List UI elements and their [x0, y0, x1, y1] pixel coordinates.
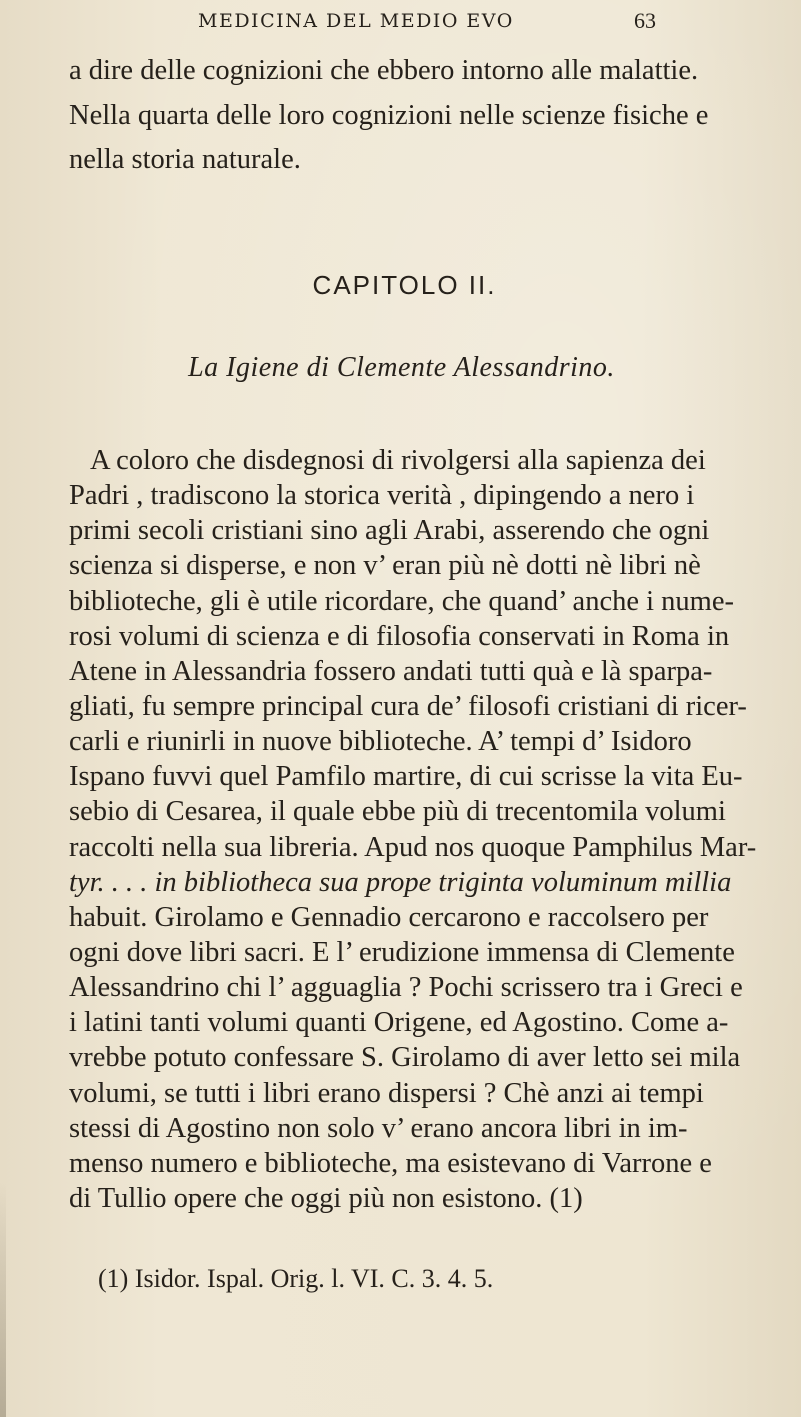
- text-line: volumi, se tutti i libri erano dispersi ? Chè anzi ai tempi: [69, 1078, 704, 1109]
- text-line: gliati, fu sempre principal cura de’ filosofi cristiani di ricer-: [69, 691, 747, 722]
- text-line: sebio di Cesarea, il quale ebbe più di trecentomila volumi: [69, 796, 726, 827]
- text-line: stessi di Agostino non solo v’ erano ancora libri in im-: [69, 1113, 688, 1144]
- text-line: vrebbe potuto confessare S. Girolamo di aver letto sei mila: [69, 1042, 741, 1073]
- text-line: carli e riunirli in nuove biblioteche. A’ tempi d’ Isidoro: [69, 726, 692, 757]
- chapter-title: CAPITOLO II.: [312, 270, 497, 300]
- text-line: nella storia naturale.: [69, 144, 301, 175]
- text-line: biblioteche, gli è utile ricordare, che quand’ anche i nume-: [69, 586, 734, 617]
- text-line: Padri , tradiscono la storica verità , dipingendo a nero i: [69, 480, 695, 511]
- page-number: 63: [634, 8, 656, 33]
- text-line: Nella quarta delle loro cognizioni nelle scienze fisiche e: [69, 100, 709, 131]
- text-line-italic: tyr. . . . in bibliotheca sua prope triginta voluminum millia: [69, 867, 732, 898]
- text-line: A coloro che disdegnosi di rivolgersi alla sapienza dei: [90, 445, 706, 476]
- text-line: ogni dove libri sacri. E l’ erudizione immensa di Clemente: [69, 937, 735, 968]
- text-line: i latini tanti volumi quanti Origene, ed Agostino. Come a-: [69, 1007, 729, 1038]
- text-line: a dire delle cognizioni che ebbero intorno alle malattie.: [69, 55, 699, 86]
- text-line: rosi volumi di scienza e di filosofia conservati in Roma in: [69, 621, 730, 652]
- running-head: MEDICINA DEL MEDIO EVO: [198, 10, 514, 32]
- text-line: scienza si disperse, e non v’ eran più nè dotti nè libri nè: [69, 550, 701, 581]
- text-line: Alessandrino chi l’ agguaglia ? Pochi scrissero tra i Greci e: [69, 972, 743, 1003]
- text-line: habuit. Girolamo e Gennadio cercarono e raccolsero per: [69, 902, 709, 933]
- text-line: primi secoli cristiani sino agli Arabi, asserendo che ogni: [69, 515, 710, 546]
- chapter-subtitle: La Igiene di Clemente Alessandrino.: [188, 352, 615, 383]
- page-header: [198, 6, 656, 40]
- text-line: di Tullio opere che oggi più non esistono. (1): [69, 1183, 583, 1214]
- text-line: Ispano fuvvi quel Pamfilo martire, di cui scrisse la vita Eu-: [69, 761, 743, 792]
- text-line: raccolti nella sua libreria. Apud nos quoque Pamphilus Mar-: [69, 832, 757, 863]
- page-edge-shadow: [0, 1180, 6, 1417]
- text-line: Atene in Alessandria fossero andati tutti quà e là sparpa-: [69, 656, 713, 687]
- footnote: (1) Isidor. Ispal. Orig. l. VI. C. 3. 4. 5.: [98, 1264, 494, 1293]
- text-line: menso numero e biblioteche, ma esistevano di Varrone e: [69, 1148, 712, 1179]
